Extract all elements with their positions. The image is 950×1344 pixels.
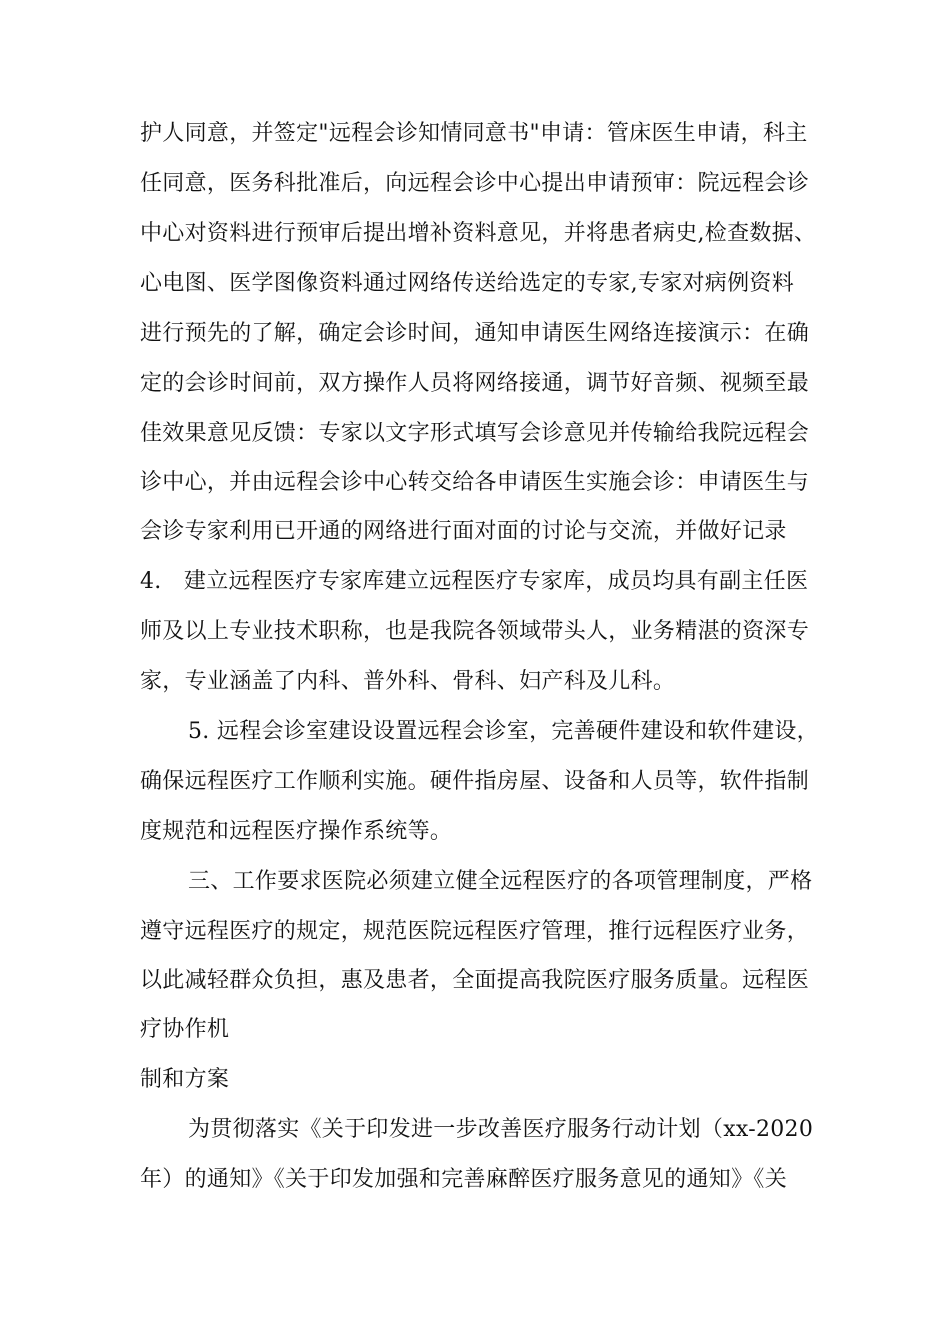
paragraph-line: 疗协作机: [140, 1017, 230, 1042]
paragraph-line: 确保远程医疗工作顺利实施。硬件指房屋、设备和人员等，软件指制: [140, 769, 810, 794]
paragraph-line: 诊中心，并由远程会诊中心转交给各申请医生实施会诊：申请医生与: [140, 470, 810, 495]
paragraph-line: 任同意，医务科批准后，向远程会诊中心提出申请预审：院远程会诊: [140, 171, 810, 196]
paragraph-line: 中心对资料进行预审后提出增补资料意见，并将患者病史,检查数据、: [140, 221, 817, 246]
paragraph-line: 制和方案: [140, 1067, 230, 1092]
paragraph-line: 佳效果意见反馈：专家以文字形式填写会诊意见并传输给我院远程会: [140, 421, 810, 446]
paragraph-line: 师及以上专业技术职称，也是我院各领域带头人，业务精湛的资深专: [140, 619, 810, 644]
paragraph-line: 进行预先的了解，确定会诊时间，通知申请医生网络连接演示：在确: [140, 321, 810, 346]
paragraph-line: 会诊专家利用已开通的网络进行面对面的讨论与交流，并做好记录: [140, 519, 787, 544]
paragraph-line: 心电图、医学图像资料通过网络传送给选定的专家,专家对病例资料: [140, 271, 794, 296]
paragraph-line: 定的会诊时间前，双方操作人员将网络接通，调节好音频、视频至最: [140, 371, 810, 396]
paragraph-line: 以此减轻群众负担，惠及患者，全面提高我院医疗服务质量。远程医: [140, 968, 810, 993]
section-3-heading-line: 三、工作要求医院必须建立健全远程医疗的各项管理制度，严格: [188, 869, 813, 894]
paragraph-line: 度规范和远程医疗操作系统等。: [140, 819, 453, 844]
section-4-line: 4. 建立远程医疗专家库建立远程医疗专家库，成员均具有副主任医: [140, 569, 809, 594]
section-5-line: 5. 远程会诊室建设设置远程会诊室，完善硬件建设和软件建设，: [188, 719, 819, 744]
paragraph-line: 家，专业涵盖了内科、普外科、骨科、妇产科及儿科。: [140, 669, 676, 694]
paragraph-line: 遵守远程医疗的规定，规范医院远程医疗管理，推行远程医疗业务，: [140, 919, 810, 944]
paragraph-line: 护人同意，并签定"远程会诊知情同意书"申请：管床医生申请，科主: [140, 121, 808, 146]
paragraph-line: 为贯彻落实《关于印发进一步改善医疗服务行动计划（xx-2020: [188, 1117, 814, 1142]
paragraph-line: 年）的通知》《关于印发加强和完善麻醉医疗服务意见的通知》《关: [140, 1167, 788, 1192]
